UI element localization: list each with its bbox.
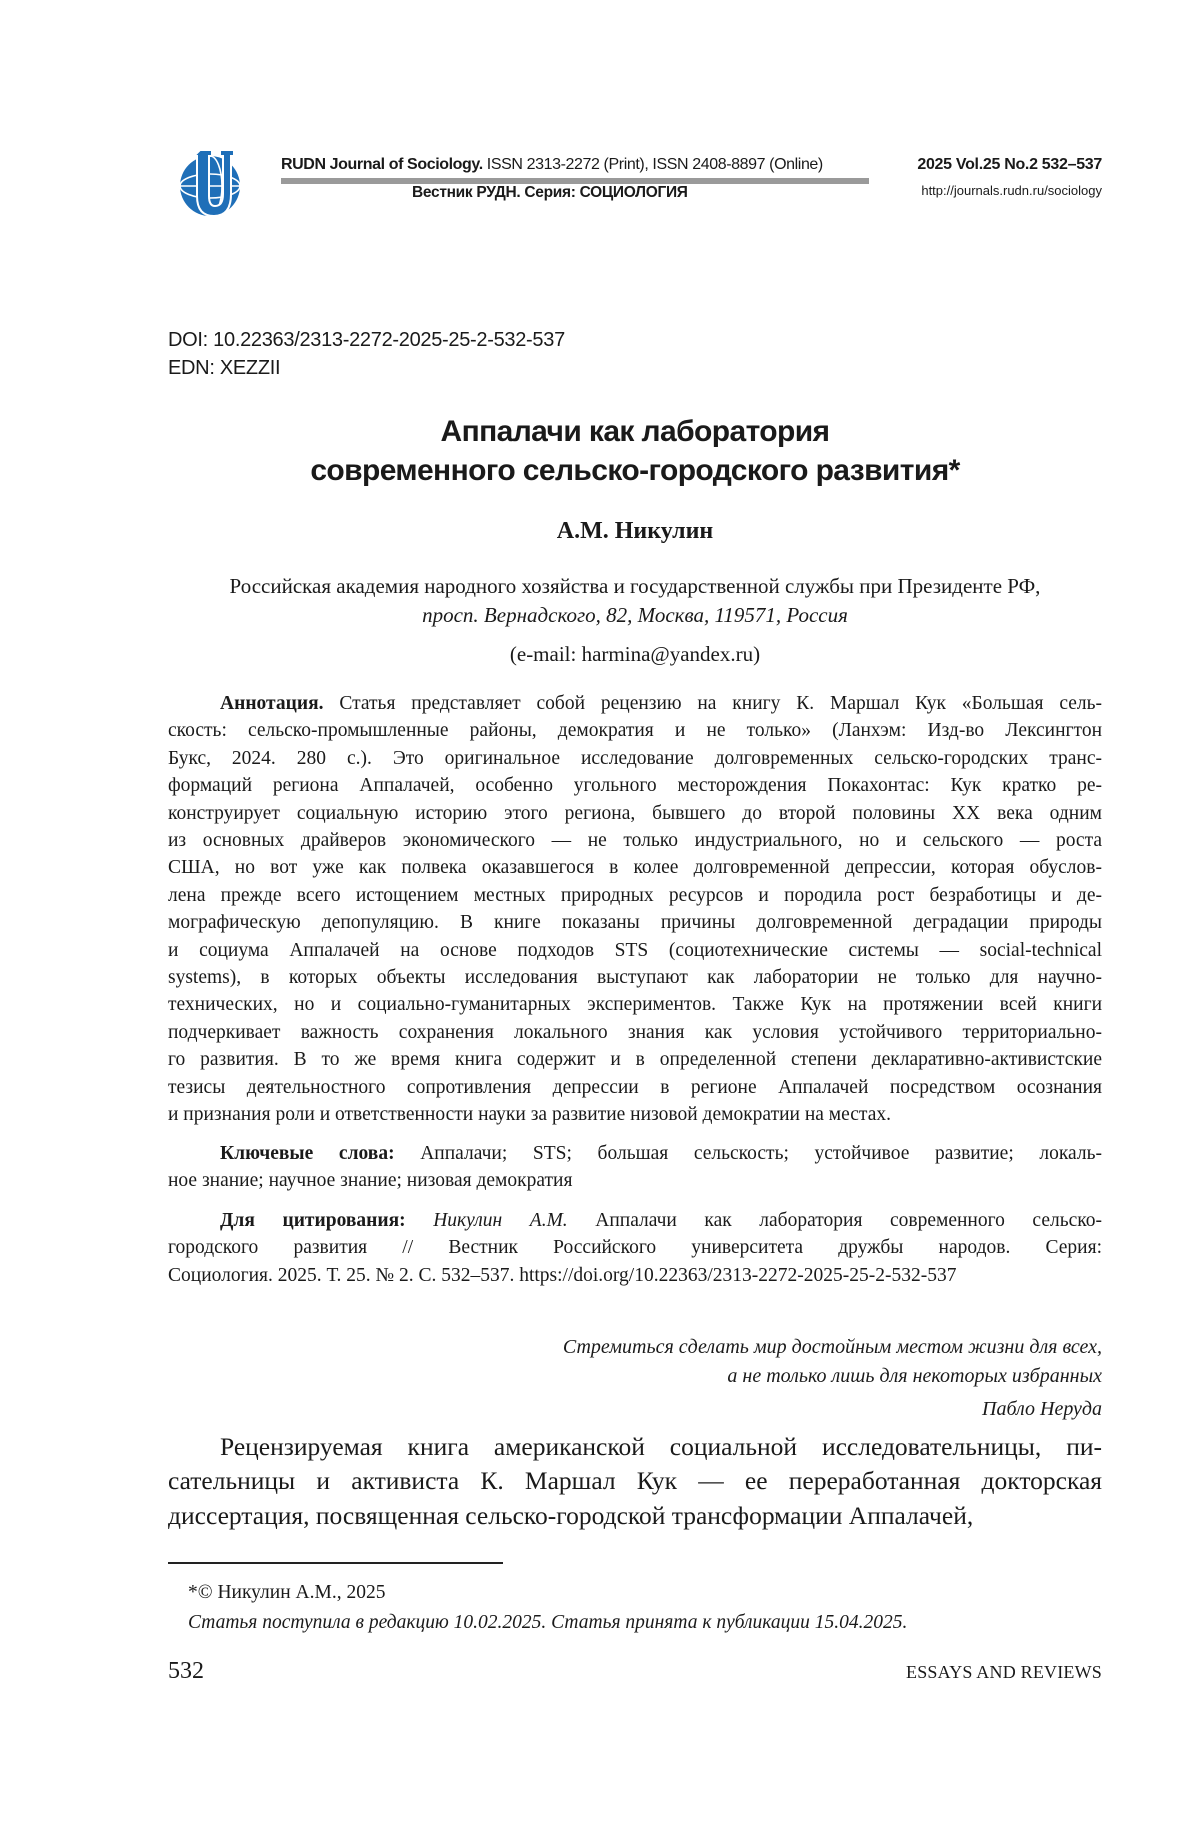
author-email[interactable]: (e-mail: harmina@yandex.ru) (509, 642, 761, 666)
text-line (168, 882, 1102, 909)
footnote (188, 1578, 907, 1638)
line-text: и социума Аппалачей на основе подходов STS (социотехнические системы — social-technical (168, 939, 1102, 961)
body-text (168, 1430, 1102, 1533)
line-text: США, но вот уже как полвека оказавшегося в колее долговременной депрессии, которая обуслов- (168, 857, 1102, 879)
section-label: Аннотация. (220, 693, 324, 714)
line-text: Аппалачи; STS; большая сельскость; устойчивое развитие; локаль- (394, 1143, 1102, 1164)
journal-name: RUDN Journal of Sociology. (281, 156, 483, 173)
title-line: Аппалачи как лаборатория (440, 415, 830, 448)
affiliation-org: Российская академия народного хозяйства и государственной службы при Президенте РФ, (229, 574, 1041, 598)
line-text: Рецензируемая книга американской социальной исследовательницы, пи- (220, 1432, 1102, 1461)
section-label: Для цитирования: (220, 1210, 406, 1231)
text-line (168, 1140, 1102, 1167)
journal-header-en (281, 156, 823, 174)
text-line (168, 909, 1102, 936)
text-line (168, 1207, 1102, 1234)
footnote-dates: Статья поступила в редакцию 10.02.2025. Статья принята к публикации 15.04.2025. (188, 1612, 908, 1633)
line-text: конструирует социальную историю этого региона, бывшего до второй половины XX века одним (168, 802, 1102, 824)
text-line (168, 827, 1102, 854)
article-title (168, 412, 1102, 490)
text-line (168, 717, 1102, 744)
line-text: из основных драйверов экономического — не только индустриального, но и сельского — роста (168, 830, 1102, 852)
text-line (168, 1019, 1102, 1046)
footnote-divider (168, 1562, 503, 1564)
line-text: Аппалачи как лаборатория современного сельско- (567, 1210, 1102, 1231)
identifiers (168, 326, 565, 382)
abstract (168, 690, 1102, 1129)
text-line (168, 1074, 1102, 1101)
line-text: подчеркивает важность сохранения локального знания как условия устойчивого территориально- (168, 1021, 1102, 1043)
line-text: ное знание; научное знание; низовая демократия (168, 1170, 573, 1192)
text-line (168, 772, 1102, 799)
title-line: современного сельско-городского развития* (310, 454, 960, 487)
text-line (168, 800, 1102, 827)
section-label: Ключевые слова: (220, 1143, 395, 1164)
citation-author: Никулин А.М. (405, 1210, 568, 1231)
journal-url[interactable]: http://journals.rudn.ru/sociology (921, 183, 1102, 198)
text-line (168, 991, 1102, 1018)
line-text: Социология. 2025. Т. 25. № 2. С. 532–537. https://doi.org/10.22363/2313-2272-2025-25-2-532-537 (168, 1264, 957, 1286)
line-text: мографическую депопуляцию. В книге показаны причины долговременной деградации природы (168, 912, 1102, 934)
keywords (168, 1140, 1102, 1195)
edn: EDN: XEZZII (168, 357, 281, 379)
text-line (168, 1167, 1102, 1194)
epigraph (168, 1333, 1102, 1424)
footnote-copyright: *© Никулин А.М., 2025 (188, 1582, 386, 1603)
issue-info: 2025 Vol.25 No.2 532–537 (917, 156, 1102, 173)
epigraph-line: Стремиться сделать мир достойным местом жизни для всех, (562, 1336, 1102, 1358)
text-line (168, 1262, 1102, 1289)
text-line (168, 1101, 1102, 1128)
doi[interactable]: DOI: 10.22363/2313-2272-2025-25-2-532-537 (168, 329, 565, 351)
text-line (168, 964, 1102, 991)
page-number: 532 (168, 1658, 204, 1684)
section-name: ESSAYS AND REVIEWS (906, 1662, 1102, 1682)
text-line (168, 1046, 1102, 1073)
line-text: Статья представляет собой рецензию на книгу К. Маршал Кук «Большая сель- (323, 693, 1102, 714)
line-text: и признания роли и ответственности науки за развитие низовой демократии на местах. (168, 1104, 891, 1126)
line-text: скость: сельско-промышленные районы, демократия и не только» (Ланхэм: Изд-во Лексингтон (168, 720, 1102, 742)
text-line (168, 1499, 1102, 1533)
line-text: Букс, 2024. 280 с.). Это оригинальное исследование долговременных сельско-городских транс- (168, 747, 1102, 769)
text-line (168, 937, 1102, 964)
rudn-logo (170, 146, 254, 220)
line-text: сательницы и активиста К. Маршал Кук — ее переработанная докторская (168, 1466, 1102, 1496)
line-text: технических, но и социально-гуманитарных экспериментов. Также Кук на протяжении всей книги (168, 994, 1102, 1016)
journal-header-ru: Вестник РУДН. Серия: СОЦИОЛОГИЯ (412, 184, 688, 201)
citation (168, 1207, 1102, 1289)
line-text: systems), в которых объекты исследования выступают как лаборатории не только для научно- (168, 967, 1102, 989)
text-line (168, 745, 1102, 772)
affiliation-address: просп. Вернадского, 82, Москва, 119571, Россия (422, 603, 848, 627)
text-line (168, 1464, 1102, 1498)
line-text: тезисы деятельностного сопротивления депрессии в регионе Аппалачей посредством осознания (168, 1076, 1102, 1098)
line-text: го развития. В то же время книга содержит и в определенной степени декларативно-активистские (168, 1049, 1102, 1071)
author-name: А.М. Никулин (556, 518, 714, 544)
line-text: формаций региона Аппалачей, особенно угольного месторождения Покахонтас: Кук кратко ре- (168, 775, 1102, 797)
line-text: городского развития // Вестник Российского университета дружбы народов. Серия: (168, 1237, 1102, 1259)
affiliation (168, 572, 1102, 630)
text-line (168, 690, 1102, 717)
text-line (168, 1430, 1102, 1464)
epigraph-author: Пабло Неруда (982, 1398, 1102, 1420)
line-text: диссертация, посвященная сельско-городской трансформации Аппалачей, (168, 1500, 974, 1530)
line-text: лена прежде всего истощением местных природных ресурсов и породила рост безработицы и де- (168, 884, 1102, 906)
text-line (168, 1234, 1102, 1261)
text-line (168, 854, 1102, 881)
issn: ISSN 2313-2272 (Print), ISSN 2408-8897 (Online) (482, 156, 823, 173)
epigraph-line: а не только лишь для некоторых избранных (727, 1365, 1102, 1387)
